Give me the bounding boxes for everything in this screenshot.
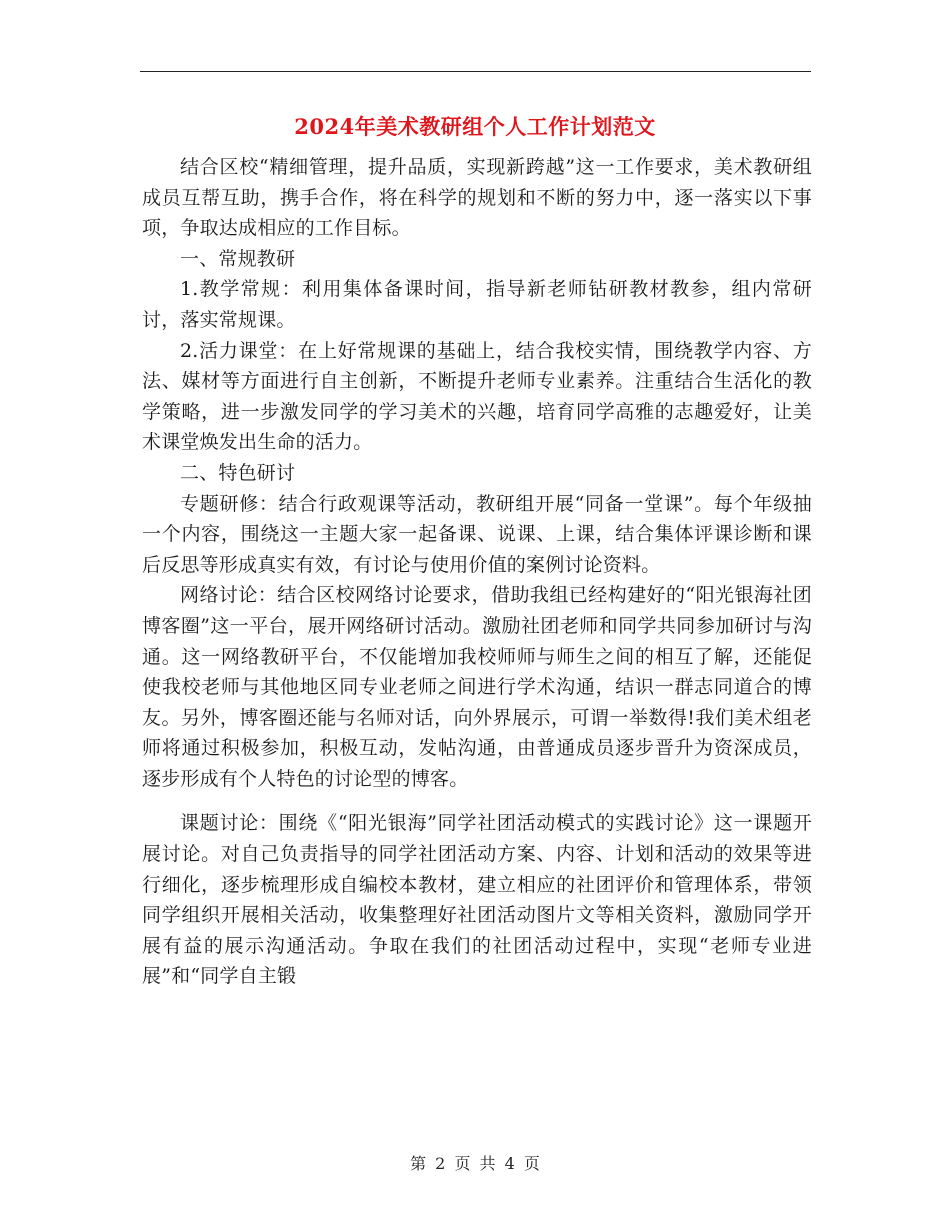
header-rule [140,71,811,72]
section-heading-routine: 一、常规教研 [180,247,296,270]
page-footer: 第 2 页 共 4 页 [410,1154,540,1173]
paragraph-online-discussion: 网络讨论：结合区校网络讨论要求，借助我组已经构建好的“阳光银海社团博客圈”这一平台，展开网络研讨活动。激励社团老师和同学共同参加研讨与沟通。这一网络教研平台，不仅能增加我校师师与师生之间的相互了解，还能促使我校老师与其他地区同专业老师之间进行学术沟通，结识一群志同道合的博友。另外，博客圈还能与名师对话，向外界展示，可谓一举数得!我们美术组老师将通过积极参加，积极互动，发帖沟通，由普通成员逐步晋升为资深成员，逐步形成有个人特色的讨论型的博客。 [142,584,812,790]
section-heading-feature: 二、特色研讨 [180,461,296,484]
paragraph-teaching-routine: 1.教学常规：利用集体备课时间，指导新老师钻研教材教参，组内常研讨，落实常规课。 [142,278,812,331]
document-title: 2024年美术教研组个人工作计划范文 [294,114,656,139]
paragraph-research-topic: 课题讨论：围绕《“阳光银海”同学社团活动模式的实践讨论》这一课题开展讨论。对自己负责指导的同学社团活动方案、内容、计划和活动的效果等进行细化，逐步梳理形成自编校本教材，建立相应的社团评价和管理体系，带领同学组织开展相关活动，收集整理好社团活动图片文等相关资料，激励同学开展有益的展示沟通活动。争取在我们的社团活动过程中，实现“老师专业进展”和“同学自主锻 [142,812,812,988]
paragraph-topic-study: 专题研修：结合行政观课等活动，教研组开展“同备一堂课”。每个年级抽一个内容，围绕这一主题大家一起备课、说课、上课，结合集体评课诊断和课后反思等形成真实有效，有讨论与使用价值的案例讨论资料。 [142,492,812,576]
paragraph-intro: 结合区校“精细管理，提升品质，实现新跨越”这一工作要求，美术教研组成员互帮互助，携手合作，将在科学的规划和不断的努力中，逐一落实以下事项，争取达成相应的工作目标。 [142,156,812,240]
document-body [142,152,812,992]
paragraph-active-classroom: 2.活力课堂：在上好常规课的基础上，结合我校实情，围绕教学内容、方法、媒材等方面进行自主创新，不断提升老师专业素养。注重结合生活化的教学策略，进一步激发同学的学习美术的兴趣，培育同学高雅的志趣爱好，让美术课堂焕发出生命的活力。 [142,339,812,454]
